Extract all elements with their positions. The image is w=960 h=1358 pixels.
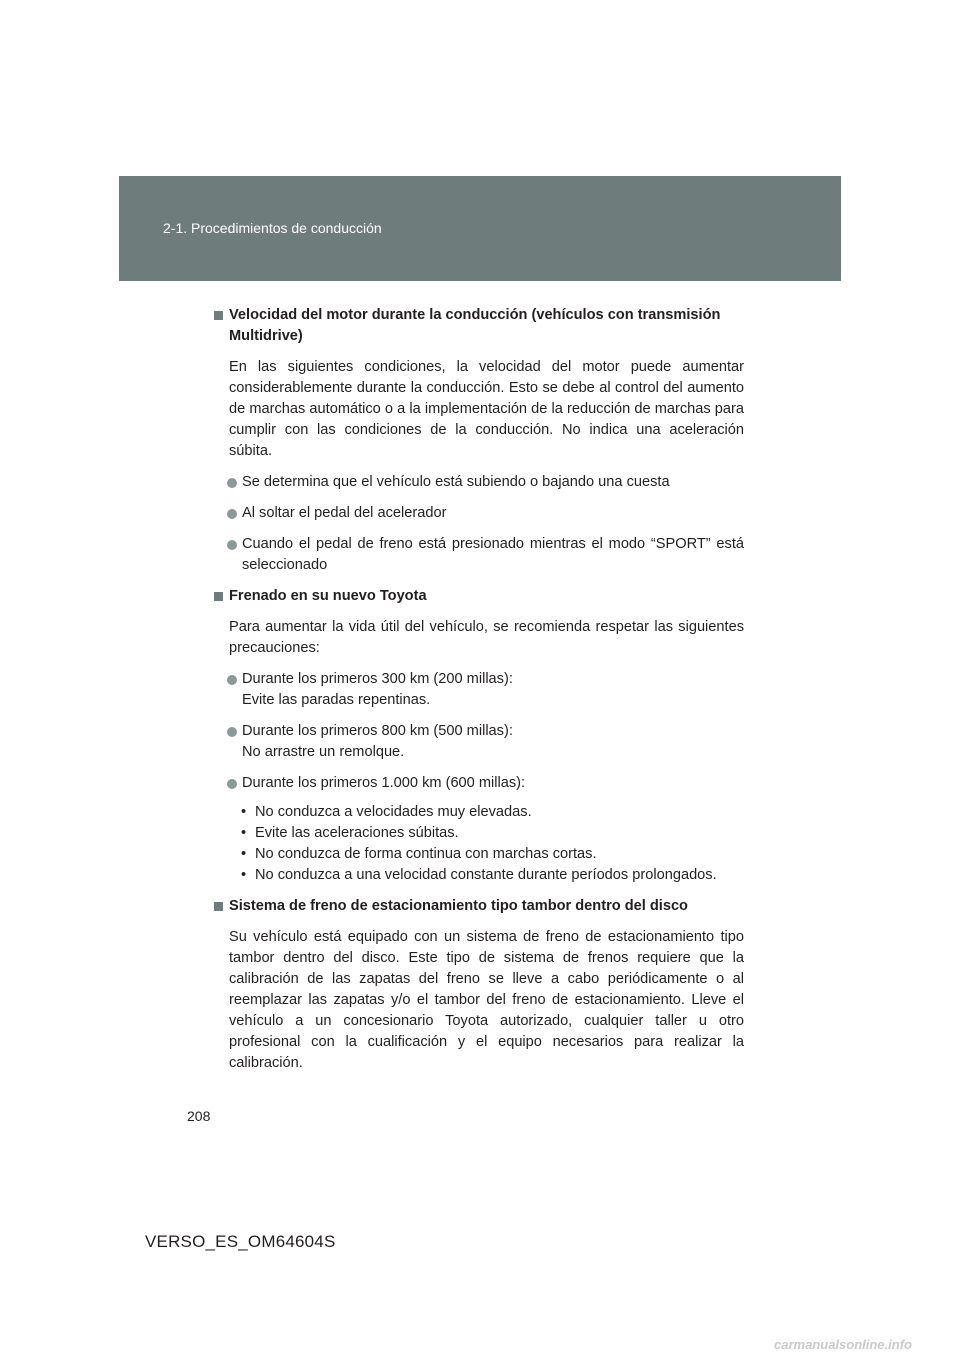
section-intro: En las siguientes condiciones, la velocidad del motor puede aumentar considerablemente durante la conducción. Esto se debe al control del aumento de marchas automático o a la implementación de la reducción de marchas para cumplir con las condiciones de la conducción. No indica una aceleración súbita. — [229, 359, 744, 459]
sub-list-item — [212, 823, 744, 844]
sub-list-item — [212, 844, 744, 865]
sub-list-item — [212, 802, 744, 823]
sub-list-item-text: No conduzca a una velocidad constante durante períodos prolongados. — [255, 867, 717, 883]
list-item-line: No arrastre un remolque. — [242, 744, 405, 760]
circle-bullet-icon — [227, 478, 237, 488]
list-item — [212, 773, 744, 794]
section-braking — [212, 586, 744, 886]
dot-marker-icon: • — [241, 846, 247, 862]
section-heading-text: Frenado en su nuevo Toyota — [229, 588, 427, 604]
section-heading-text: Sistema de freno de estacionamiento tipo tambor dentro del disco — [229, 898, 688, 914]
dot-marker-icon: • — [241, 867, 247, 883]
list-item-line: Durante los primeros 1.000 km (600 millas): — [242, 775, 526, 791]
page-number: 208 — [187, 1108, 211, 1124]
section-heading — [212, 305, 744, 347]
square-bullet-icon — [214, 311, 223, 320]
section-intro: Su vehículo está equipado con un sistema de freno de estacionamiento tipo tambor dentro del disco. Este tipo de sistema de frenos requiere que la calibración de las zapatas del freno se lleve a cabo periódicamente o al reemplazar las zapatas y/o el tambor del freno de estacionamiento. Lleve el vehículo a un concesionario Toyota autorizado, cualquier taller u otro profesional con la cualificación y el equipo necesarios para realizar la calibración. — [229, 929, 744, 1071]
circle-bullet-icon — [227, 540, 237, 550]
section-heading — [212, 586, 744, 607]
list-item — [212, 503, 744, 524]
list-item — [212, 669, 744, 711]
sub-list-item-text: No conduzca de forma continua con marchas cortas. — [255, 846, 597, 862]
section-title: 2-1. Procedimientos de conducción — [163, 220, 382, 236]
page-content — [212, 305, 744, 1084]
circle-bullet-icon — [227, 675, 237, 685]
square-bullet-icon — [214, 902, 223, 911]
sub-list-item-text: Evite las aceleraciones súbitas. — [255, 825, 459, 841]
section-engine-speed — [212, 305, 744, 576]
dot-marker-icon: • — [241, 825, 247, 841]
circle-bullet-icon — [227, 509, 237, 519]
sub-list-item-text: No conduzca a velocidades muy elevadas. — [255, 804, 532, 820]
section-heading-text: Velocidad del motor durante la conducción (vehículos con transmisión Multidrive) — [229, 307, 721, 344]
list-item-line: Durante los primeros 800 km (500 millas): — [242, 723, 513, 739]
list-item — [212, 534, 744, 576]
list-item — [212, 472, 744, 493]
sub-list — [212, 802, 744, 886]
list-item-line: Durante los primeros 300 km (200 millas): — [242, 671, 513, 687]
list-item-text: Al soltar el pedal del acelerador — [242, 505, 447, 521]
watermark: carmanualsonline.info — [774, 1337, 912, 1352]
list-item-text: Cuando el pedal de freno está presionado mientras el modo “SPORT” está seleccionado — [242, 536, 744, 573]
circle-bullet-icon — [227, 727, 237, 737]
square-bullet-icon — [214, 592, 223, 601]
section-parking-brake — [212, 896, 744, 1074]
list-item-text: Se determina que el vehículo está subiendo o bajando una cuesta — [242, 474, 670, 490]
document-code: VERSO_ES_OM64604S — [145, 1232, 336, 1251]
section-intro: Para aumentar la vida útil del vehículo, se recomienda respetar las siguientes precauciones: — [229, 619, 744, 656]
sub-list-item — [212, 865, 744, 886]
dot-marker-icon: • — [241, 804, 247, 820]
list-item-line: Evite las paradas repentinas. — [242, 692, 431, 708]
list-item — [212, 721, 744, 763]
circle-bullet-icon — [227, 779, 237, 789]
section-heading — [212, 896, 744, 917]
